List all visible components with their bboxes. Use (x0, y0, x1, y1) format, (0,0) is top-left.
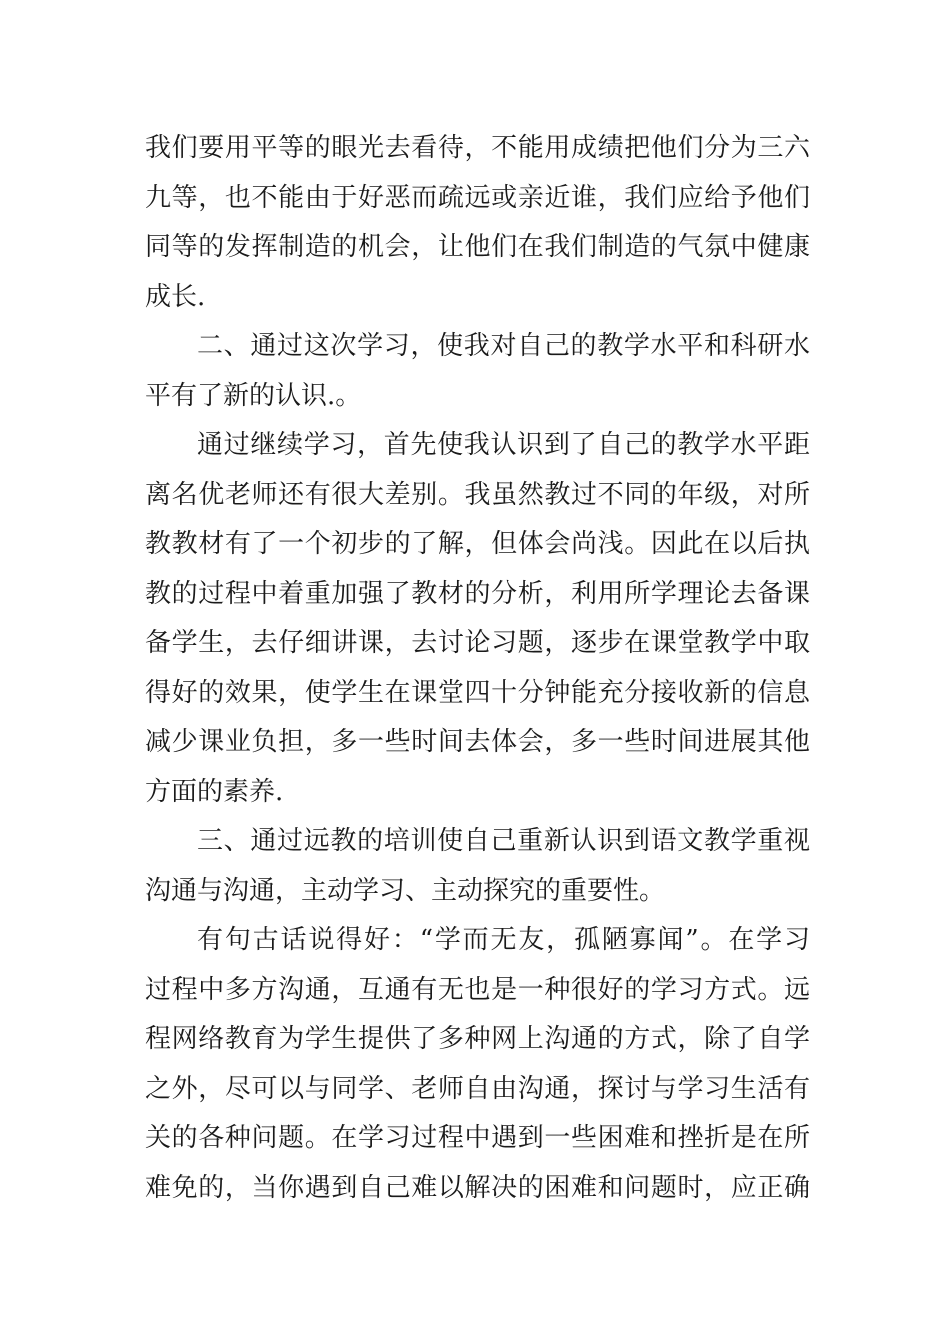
text-line: 成长. (145, 281, 206, 312)
section-heading-line: 平有了新的认识.。 (145, 380, 362, 411)
text-line: 难免的，当你遇到自己难以解决的困难和问题时，应正确 (145, 1172, 810, 1203)
text-line: 程网络教育为学生提供了多种网上沟通的方式，除了自学 (145, 1024, 810, 1054)
section-heading-line: 二、通过这次学习，使我对自己的教学水平和科研水 (197, 331, 810, 361)
text-line: 关的各种问题。在学习过程中遇到一些困难和挫折是在所 (145, 1123, 810, 1153)
section-heading-line: 三、通过远教的培训使自己重新认识到语文教学重视 (197, 826, 810, 856)
section-heading-line: 沟通与沟通，主动学习、主动探究的重要性。 (145, 875, 666, 906)
text-line: 九等，也不能由于好恶而疏远或亲近谁，我们应给予他们 (145, 182, 810, 213)
text-line: 有句古话说得好：“学而无友，孤陋寡闻”。在学习 (197, 925, 810, 955)
text-line: 离名优老师还有很大差别。我虽然教过不同的年级，对所 (145, 479, 810, 510)
text-line: 教教材有了一个初步的了解，但体会尚浅。因此在以后执 (145, 529, 810, 559)
text-line: 我们要用平等的眼光去看待，不能用成绩把他们分为三六 (145, 133, 810, 163)
text-line: 教的过程中着重加强了教材的分析，利用所学理论去备课 (145, 578, 810, 609)
text-line: 方面的素养. (145, 776, 284, 807)
text-line: 减少课业负担，多一些时间去体会，多一些时间进展其他 (145, 727, 810, 757)
body-text (145, 124, 810, 1213)
text-line: 备学生，去仔细讲课，去讨论习题，逐步在课堂教学中取 (145, 628, 810, 658)
text-line: 过程中多方沟通，互通有无也是一种很好的学习方式。远 (145, 974, 810, 1005)
text-line: 同等的发挥制造的机会，让他们在我们制造的气氛中健康 (145, 232, 810, 262)
text-line: 之外，尽可以与同学、老师自由沟通，探讨与学习生活有 (145, 1073, 810, 1104)
text-line: 得好的效果，使学生在课堂四十分钟能充分接收新的信息 (145, 677, 810, 708)
text-line: 通过继续学习，首先使我认识到了自己的教学水平距 (197, 430, 810, 460)
